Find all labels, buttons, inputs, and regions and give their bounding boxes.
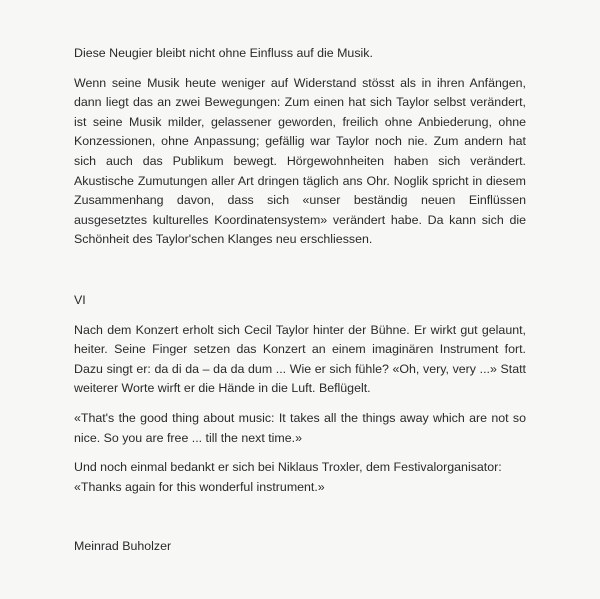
paragraph-thanks-line-2: «Thanks again for this wonderful instrument.» (74, 479, 325, 494)
paragraph-after-concert: Nach dem Konzert erholt sich Cecil Taylor hinter der Bühne. Er wirkt gut gelaunt, heiter. Seine Finger setzen das Konzert an einem imaginären Instrument fort. Dazu singt er: da di da – da da dum ... Wie er sich fühle? «Oh, very, very ...» Statt weiterer Worte wirft er die Hände in die Luft. Beflügelt. (74, 322, 526, 396)
paragraph-thanks-line-1: Und noch einmal bedankt er sich bei Niklaus Troxler, dem Festivalorganisator: (74, 460, 502, 475)
paragraph-intro: Diese Neugier bleibt nicht ohne Einfluss auf die Musik. (74, 46, 373, 60)
document-page (74, 44, 526, 557)
section-heading: VI (74, 292, 86, 307)
paragraph-quote: «That's the good thing about music: It takes all the things away which are not so nice. So you are free ... till the next time.» (74, 410, 526, 445)
author-signature: Meinrad Buholzer (74, 539, 172, 554)
paragraph-thanks (74, 458, 526, 497)
paragraph-two-movements: Wenn seine Musik heute weniger auf Widerstand stösst als in ihren Anfängen, dann liegt das an zwei Bewegungen: Zum einen hat sich Taylor selbst verändert, ist seine Musik milder, gelassener geworden, freilich ohne Anbiederung, ohne Konzessionen, ohne Anpassung; gefällig war Taylor noch nie. Zum andern hat sich auch das Publikum bewegt. Hörgewohnheiten haben sich verändert. Akustische Zumutungen aller Art dringen täglich ans Ohr. Noglik spricht in diesem Zusammenhang davon, dass sich «unser beständig neuen Einflüssen ausgesetztes kulturelles Koordinatensystem» verändert habe. Da kann sich die Schönheit des Taylor'schen Klanges neu erschliessen. (74, 75, 526, 247)
